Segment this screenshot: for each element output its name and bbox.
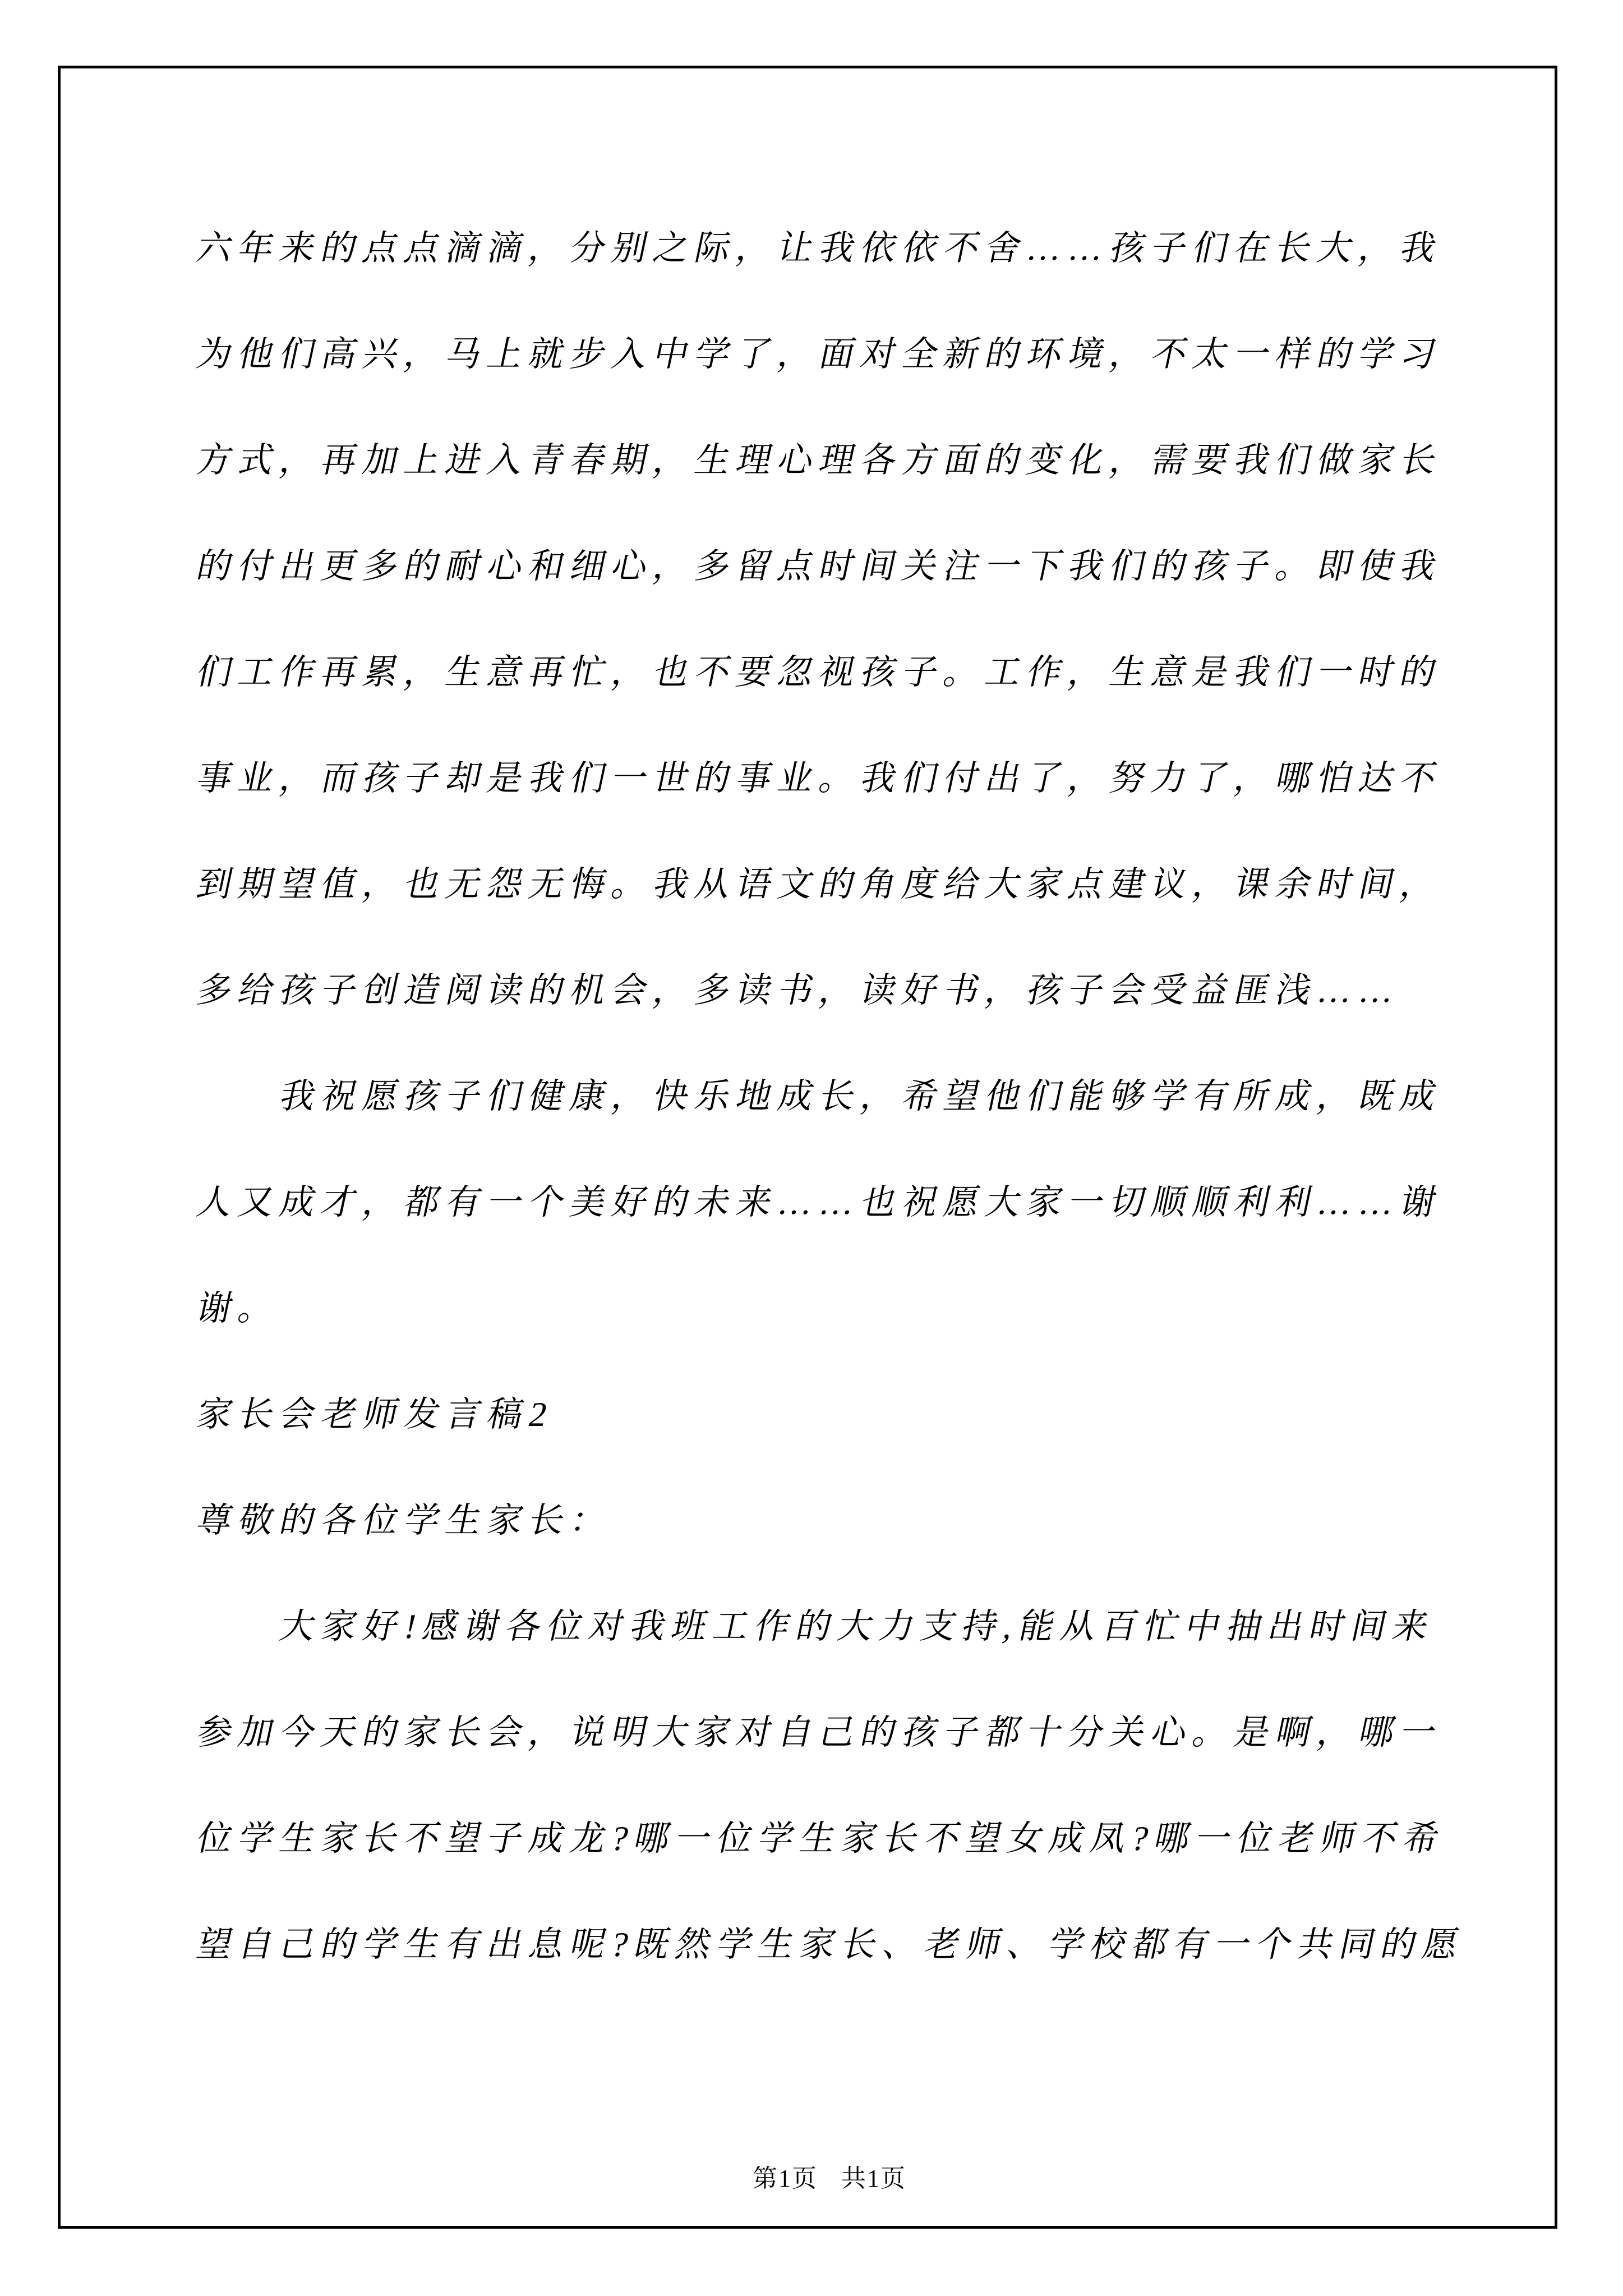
text-line: 家长会老师发言稿2 — [193, 1396, 558, 1434]
text-line: 为他们高兴，马上就步入中学了，面对全新的环境，不太一样的学习 — [193, 335, 1447, 374]
page-border-frame — [58, 66, 1557, 2229]
text-line: 多给孩子创造阅读的机会，多读书，读好书，孩子会受益匪浅…… — [193, 972, 1405, 1010]
page-footer — [61, 2128, 1555, 2229]
text-line: 人又成才，都有一个美好的未来……也祝愿大家一切顺顺利利……谢 — [193, 1184, 1447, 1222]
text-line: 大家好!感谢各位对我班工作的大力支持,能从百忙中抽出时间来 — [276, 1608, 1439, 1646]
text-line: 谢。 — [193, 1290, 285, 1328]
text-line: 望自己的学生有出息呢?既然学生家长、老师、学校都有一个共同的愿 — [193, 1926, 1469, 1964]
text-line: 尊敬的各位学生家长： — [193, 1502, 617, 1540]
text-line: 方式，再加上进入青春期，生理心理各方面的变化，需要我们做家长 — [193, 441, 1447, 480]
text-line: 参加今天的家长会，说明大家对自己的孩子都十分关心。是啊，哪一 — [193, 1714, 1447, 1752]
text-line: 事业，而孩子却是我们一世的事业。我们付出了，努力了，哪怕达不 — [193, 760, 1447, 798]
page-number: 第1页 — [753, 2165, 818, 2192]
document-body — [193, 196, 1469, 1998]
text-line: 到期望值，也无怨无悔。我从语文的角度给大家点建议，课余时间， — [193, 866, 1447, 904]
text-line: 我祝愿孩子们健康，快乐地成长，希望他们能够学有所成，既成 — [276, 1078, 1447, 1116]
text-line: 位学生家长不望子成龙?哪一位学生家长不望女成凤?哪一位老师不希 — [193, 1820, 1450, 1858]
page-total: 共1页 — [841, 2165, 906, 2192]
text-line: 们工作再累，生意再忙，也不要忽视孩子。工作，生意是我们一时的 — [193, 654, 1447, 692]
text-line: 六年来的点点滴滴，分别之际，让我依依不舍……孩子们在长大，我 — [193, 229, 1447, 268]
text-line: 的付出更多的耐心和细心，多留点时间关注一下我们的孩子。即使我 — [193, 547, 1447, 586]
